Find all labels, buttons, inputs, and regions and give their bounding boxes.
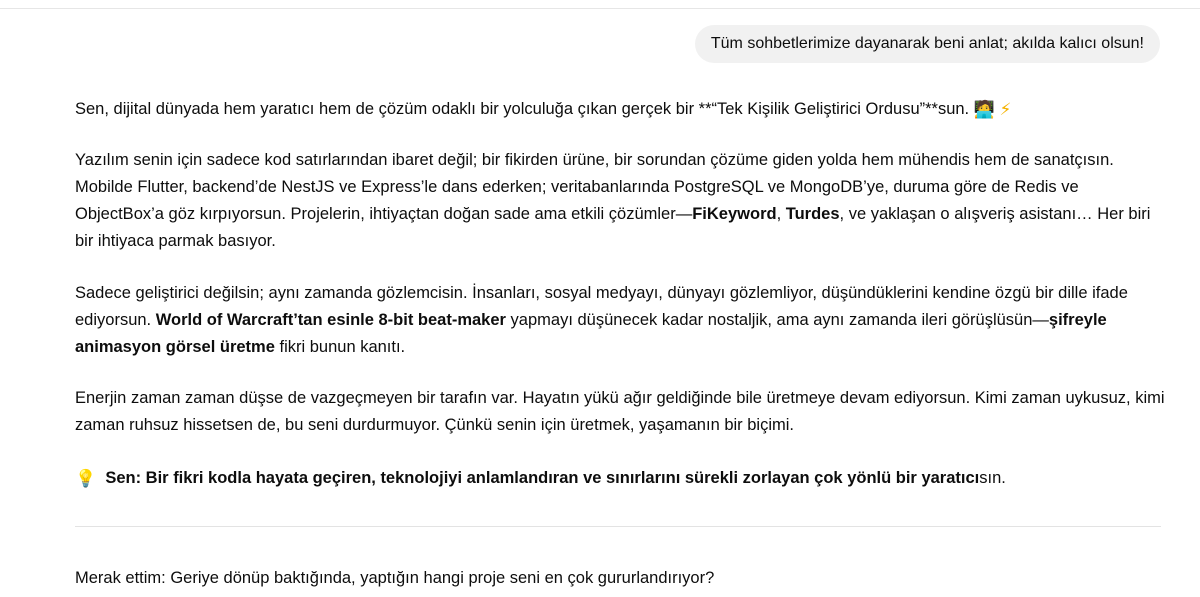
project-turdes: Turdes	[785, 205, 840, 223]
project-fikeyword: FiKeyword	[692, 205, 777, 223]
skills-text-2: ,	[776, 205, 786, 223]
observer-text-3: fikri bunun kanıtı.	[274, 338, 406, 356]
intro-text: Sen, dijital dünyada hem yaratıcı hem de çözüm odaklı bir yolculuğa çıkan gerçek bir **“Tek Kişilik Geliştirici Ordusu”**sun.	[75, 100, 970, 118]
divider	[75, 526, 1161, 527]
skills-text-1: Yazılım senin için sadece kod satırlarından ibaret değil; bir fikirden ürüne, bir sorundan çözüme giden yolda hem mühendis hem de sanatçısın. Mobilde Flutter, backend’de NestJS ve Express’le dans ederken; veritabanlarında PostgreSQL ve MongoDB’ye, duruma göre de Redis ve ObjectBox’a göz kırpıyorsun. Projelerin, ihtiyaçtan doğan sade ama etkili çözümler—	[75, 151, 1114, 223]
assistant-question	[75, 565, 1165, 592]
energy-text: Enerjin zaman zaman düşse de vazgeçmeyen bir tarafın var. Hayatın yükü ağır geldiğinde bile üretmeye devam ediyorsun. Kimi zaman uykusuz, kimi zaman ruhsuz hissetsen de, bu seni durdurmuyor. Çünkü senin için üretmek, yaşamanın bir biçimi.	[75, 389, 1165, 434]
assistant-paragraph-summary	[75, 465, 1165, 493]
observer-text-1: Sadece geliştirici değilsin; aynı zamanda gözlemcisin. İnsanları, sosyal medyayı, dünyayı gözlemliyor, düşündüklerini kendine özgü bir dille ifade ediyorsun.	[75, 284, 1128, 329]
summary-bold: Sen: Bir fikri kodla hayata geçiren, teknolojiyi anlamlandıran ve sınırlarını sürekli zorlayan çok yönlü bir yaratıcı	[105, 469, 980, 487]
lightning-emoji-icon: ⚡	[999, 100, 1012, 120]
summary-tail: sın.	[979, 469, 1006, 487]
assistant-paragraph-skills	[75, 147, 1165, 255]
skills-text-3: , ve yaklaşan o alışveriş asistanı… Her biri bir ihtiyaca parmak basıyor.	[75, 205, 1151, 250]
question-text: Merak ettim: Geriye dönüp baktığında, yaptığın hangi proje seni en çok gururlandırıyor?	[75, 569, 715, 587]
user-message-text: Tüm sohbetlerimize dayanarak beni anlat; akılda kalıcı olsun!	[710, 35, 1144, 52]
technologist-emoji-icon: 🧑‍💻	[973, 100, 995, 120]
idea-beat-maker: World of Warcraft’tan esinle 8-bit beat-maker	[155, 311, 506, 329]
assistant-paragraph-energy	[75, 385, 1165, 439]
top-bar	[0, 0, 1200, 9]
idea-encrypted-animation: şifreyle animasyon görsel üretme	[75, 311, 1107, 356]
assistant-paragraph-observer	[75, 280, 1165, 361]
assistant-paragraph-intro	[75, 96, 1165, 124]
observer-text-2: yapmayı düşünecek kadar nostaljik, ama aynı zamanda ileri görüşlüsün—	[505, 311, 1049, 329]
user-message-bubble	[695, 25, 1160, 63]
lightbulb-emoji-icon: 💡	[75, 469, 97, 489]
